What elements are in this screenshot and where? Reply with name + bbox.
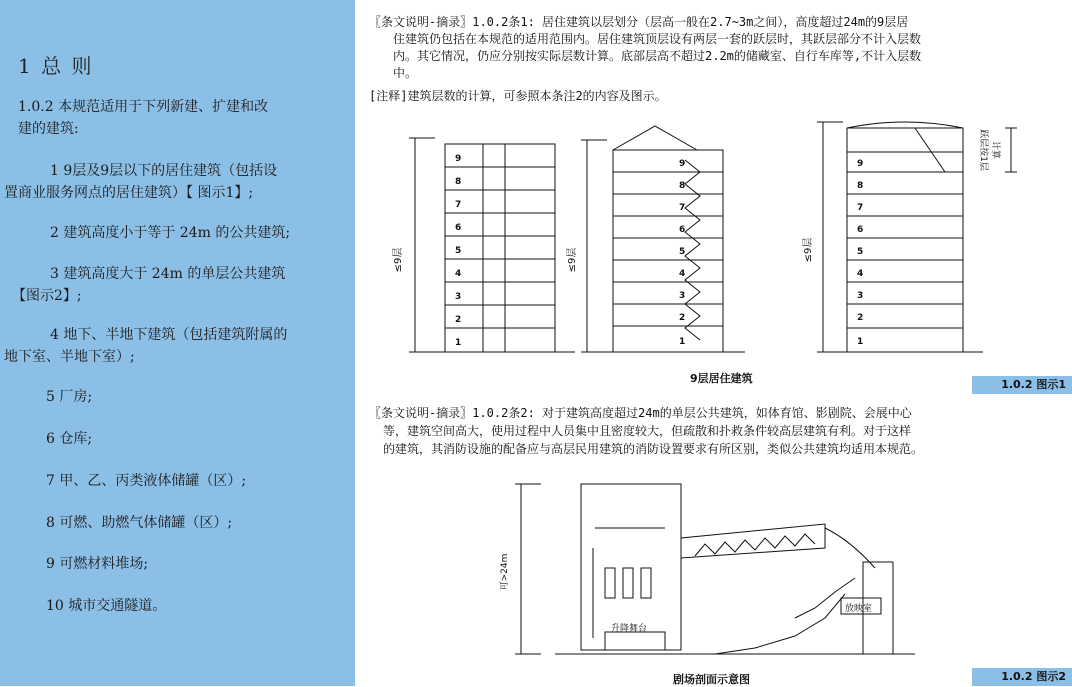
figure1-tag: 1.0.2 图示1 (972, 376, 1072, 394)
fig1b-floor-label: 9 (679, 159, 686, 169)
fig1b-outline (613, 150, 723, 352)
clause-intro-line1: 1.0.2 本规范适用于下列新建、扩建和改 (18, 99, 269, 115)
fig2-stage (605, 632, 665, 650)
fig1a-floor-lines (445, 167, 555, 328)
clause-item-1: 1 9层及9层以下的居住建筑（包括设 (50, 163, 278, 179)
figure1-residential-sections (355, 110, 1072, 400)
fig1c-floor-label: 7 (857, 203, 864, 213)
figure2-theatre-section (355, 468, 1072, 686)
fig1b-roof (613, 126, 697, 150)
fig1b-floor-label: 3 (679, 291, 686, 301)
fig1c-duplex-label-a: 跃层按1层 (978, 129, 988, 171)
fig1a-floor-label: 3 (455, 292, 462, 302)
clause-item-4-cont: 地下室、半地下室）; (4, 349, 135, 365)
fig1b-floor-label: 6 (679, 225, 686, 235)
note2-line3: 的建筑，其消防设施的配备应与高层民用建筑的消防设置要求有所区别，类似公共建筑均适用本规范。 (383, 442, 924, 456)
fig1c-floor-label: 5 (857, 247, 864, 257)
fig1b-floor-label: 7 (679, 203, 686, 213)
fig1c-floor-label: 2 (857, 313, 864, 323)
clause-item-5: 5 厂房; (46, 389, 93, 405)
fig1b-floor-label: 5 (679, 247, 686, 257)
fig1a-height-label: ≤9层 (393, 247, 404, 273)
clause-item-7: 7 甲、乙、丙类液体储罐（区）; (46, 473, 247, 489)
clause-item-3-cont: 【图示2】; (12, 288, 82, 304)
fig2-stage-label: 升降舞台 (611, 624, 648, 634)
fig1a-floor-label: 2 (455, 315, 462, 325)
fig1c-floor-label: 6 (857, 225, 864, 235)
fig1a-outline (445, 144, 555, 352)
note1-line3: 内。其它情况，仍应分别按实际层数计算。底部层高不超过2.2m的储藏室、自行车库等,不计入层数 (393, 49, 922, 63)
fig1a-floor-label: 4 (455, 269, 462, 279)
figure2-tag: 1.0.2 图示2 (972, 668, 1072, 686)
fig1c-floor-label: 4 (857, 269, 864, 279)
note2-line2: 等，建筑空间高大，使用过程中人员集中且密度较大，但疏散和扑救条件较高层建筑有利。对于这样 (383, 424, 912, 438)
fig1b-height-label: ≤9层 (567, 247, 578, 273)
fig1a-floor-label: 7 (455, 200, 462, 210)
fig1c-duplex-stair (915, 128, 945, 172)
fig1c-floor-label: 1 (857, 337, 864, 347)
fig2-height-label: 可>24m (500, 553, 510, 591)
note1-line4: 中。 (393, 66, 418, 80)
clause-item-1-cont: 置商业服务网点的居住建筑）【 图示1】; (4, 185, 254, 201)
fig1a-floor-label: 8 (455, 177, 462, 187)
figure2-caption: 剧场剖面示意图 (673, 673, 750, 686)
fig1a-floor-label: 1 (455, 338, 462, 348)
fig1b-floor-label: 1 (679, 337, 686, 347)
fig1c-height-label: ≤9层 (803, 237, 814, 263)
left-panel (0, 0, 355, 686)
fig1c-floor-label: 9 (857, 159, 864, 169)
fig1b-floor-label: 2 (679, 313, 686, 323)
fig1a-floor-label: 6 (455, 223, 462, 233)
clause-item-3: 3 建筑高度大于 24m 的单层公共建筑 (50, 266, 286, 282)
fig1b-floor-lines (613, 172, 723, 326)
fig1b-stair (685, 160, 700, 340)
note2-line1: 〖条文说明-摘录〗1.0.2条2: 对于建筑高度超过24m的单层公共建筑，如体育馆、影剧院、会展中心 (369, 406, 912, 420)
fig1c-floor-label: 3 (857, 291, 864, 301)
fig1c-outline (847, 128, 963, 352)
clause-item-8: 8 可燃、助燃气体储罐（区）; (46, 515, 233, 531)
clause-item-2: 2 建筑高度小于等于 24m 的公共建筑; (50, 225, 291, 241)
fig1a-floor-label: 5 (455, 246, 462, 256)
fig1c-duplex-label-b: 计算 (990, 140, 1000, 160)
fig1b-floor-label: 4 (679, 269, 686, 279)
note1-line2: 住建筑仍包括在本规范的适用范围内。居住建筑顶层设有两层一套的跃层时，其跃层部分不计入层数 (393, 32, 922, 46)
clause-item-6: 6 仓库; (46, 431, 93, 447)
section-title: 1 总 则 (18, 54, 94, 78)
clause-item-9: 9 可燃材料堆场; (46, 556, 149, 572)
note1-line1: 〖条文说明-摘录〗1.0.2条1: 居住建筑以层划分（层高一般在2.7~3m之间），高度超过24m的9层居 (369, 15, 909, 29)
figure1-caption: 9层居住建筑 (690, 372, 753, 385)
fig2-roof-truss (681, 524, 825, 558)
clause-item-10: 10 城市交通隧道。 (46, 598, 167, 614)
clause-intro-line2: 建的建筑: (18, 121, 79, 137)
clause-item-4: 4 地下、半地下建筑（包括建筑附属的 (50, 327, 288, 343)
fig1a-floor-label: 9 (455, 154, 462, 164)
fig1b-floor-label: 8 (679, 181, 686, 191)
fig2-projection-label: 放映室 (845, 604, 873, 614)
fig2-seating (715, 594, 845, 654)
note1-remark: [注释]建筑层数的计算，可参照本条注2的内容及图示。 (369, 89, 667, 103)
fig1c-floor-label: 8 (857, 181, 864, 191)
right-panel (355, 0, 1072, 686)
fig1c-floor-lines (847, 152, 963, 328)
fig1c-roof (847, 122, 963, 128)
